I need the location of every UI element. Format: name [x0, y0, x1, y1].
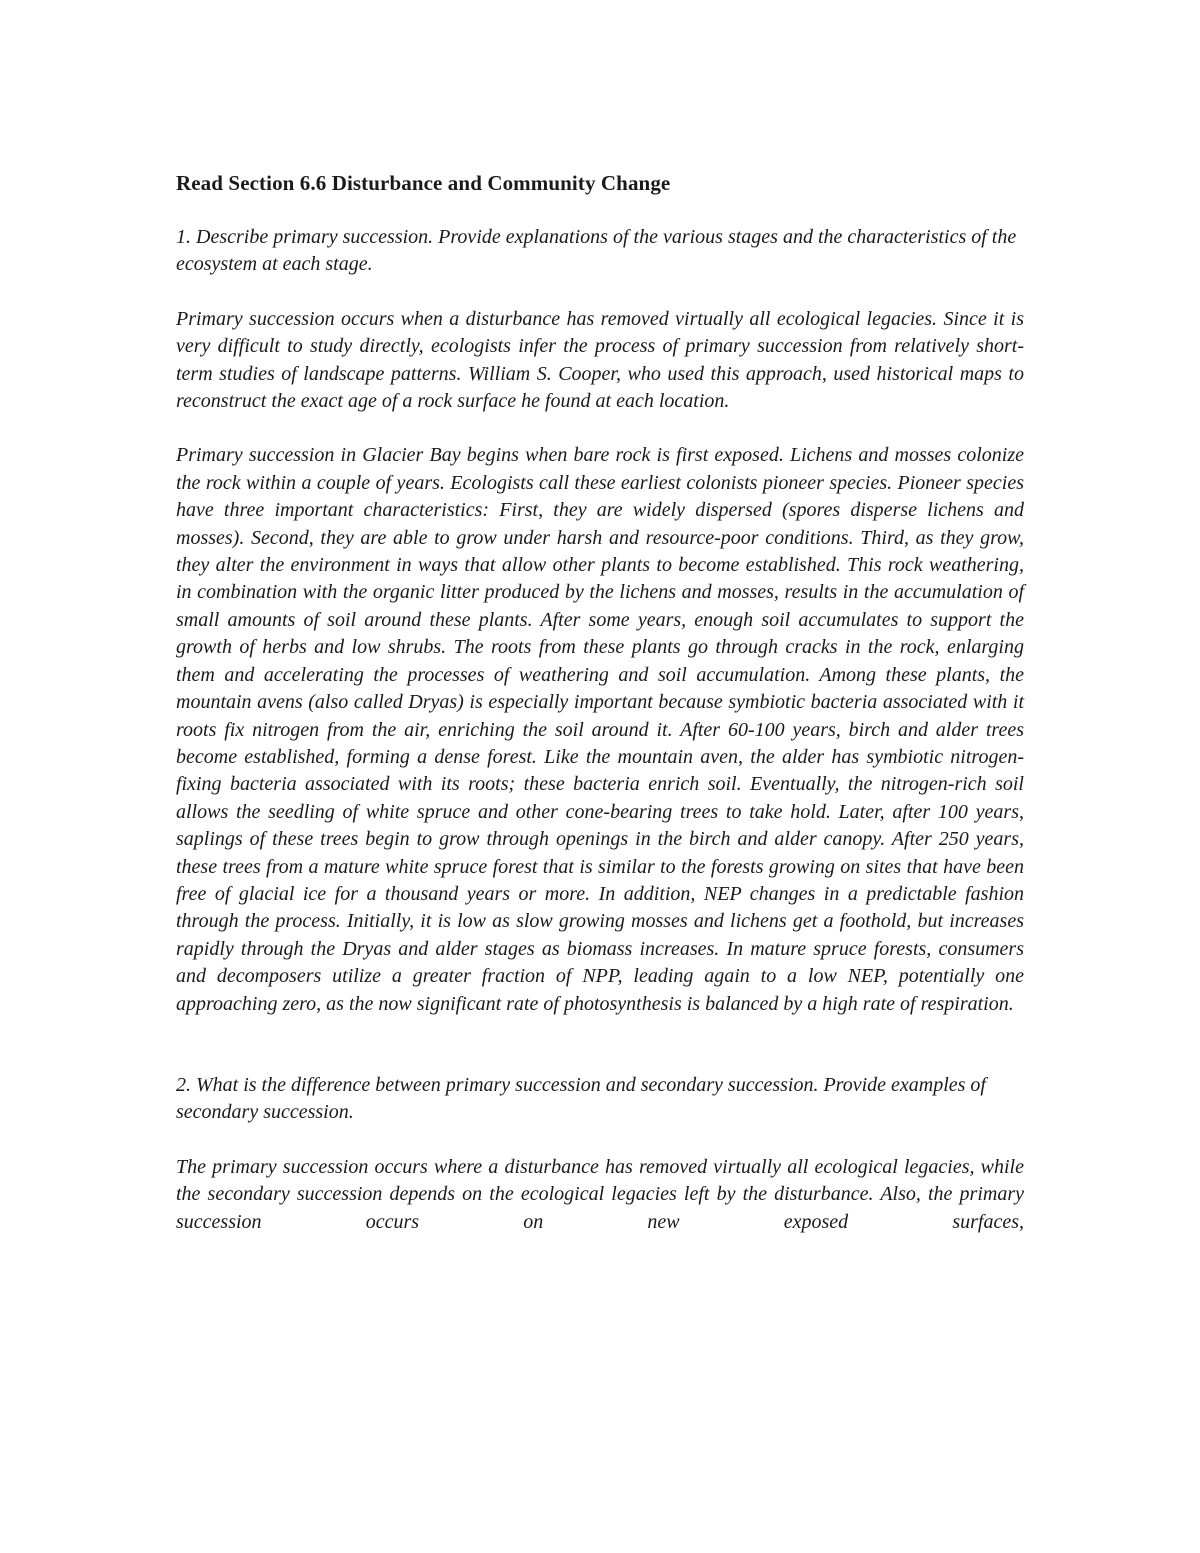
answer-2-paragraph-1: The primary succession occurs where a disturbance has removed virtually all ecological legacies, while the secondary succession depends on the ecological legacies left by the disturbance. Also, the primary succession occurs on new exposed surfaces,	[176, 1155, 1024, 1233]
question-2: 2. What is the difference between primary succession and secondary succession. Provide examples of secondary succession.	[176, 1073, 986, 1124]
document-page	[176, 168, 1024, 1263]
question-1: 1. Describe primary succession. Provide explanations of the various stages and the characteristics of the ecosystem at each stage.	[176, 226, 1017, 276]
spacer	[176, 1045, 1024, 1072]
answer-1-paragraph-1: Primary succession occurs when a disturbance has removed virtually all ecological legacies. Since it is very difficult to study directly, ecologists infer the process of primary succession from relatively short-term studies of landscape patterns. William S. Cooper, who used this approach, used historical maps to reconstruct the exact age of a rock surface he found at each location.	[176, 307, 1024, 413]
answer-1-paragraph-2: Primary succession in Glacier Bay begins when bare rock is first exposed. Lichens and mosses colonize the rock within a couple of years. Ecologists call these earliest colonists pioneer species. Pioneer species have three important characteristics: First, they are widely dispersed (spores disperse lichens and mosses). Second, they are able to grow under harsh and resource-poor conditions. Third, as they grow, they alter the environment in ways that allow other plants to become established. This rock weathering, in combination with the organic litter produced by the lichens and mosses, results in the accumulation of small amounts of soil around these plants. After some years, enough soil accumulates to support the growth of herbs and low shrubs. The roots from these plants go through cracks in the rock, enlarging them and accelerating the processes of weathering and soil accumulation. Among these plants, the mountain avens (also called Dryas) is especially important because symbiotic bacteria associated with it roots fix nitrogen from the air, enriching the soil around it. After 60-100 years, birch and alder trees become established, forming a dense forest. Like the mountain aven, the alder has symbiotic nitrogen-fixing bacteria associated with its roots; these bacteria enrich soil. Eventually, the nitrogen-rich soil allows the seedling of white spruce and other cone-bearing trees to take hold. Later, after 100 years, saplings of these trees begin to grow through openings in the birch and alder canopy. After 250 years, these trees from a mature white spruce forest that is similar to the forests growing on sites that have been free of glacial ice for a thousand years or more. In addition, NEP changes in a predictable fashion through the process. Initially, it is low as slow growing mosses and lichens get a foothold, but increases rapidly through the Dryas and alder stages as biomass increases. In mature spruce forests, consumers and decomposers utilize a greater fraction of NPP, leading again to a low NEP, potentially one approaching zero, as the now significant rate of photosynthesis is balanced by a high rate of respiration.	[176, 444, 1024, 1015]
section-heading: Read Section 6.6 Disturbance and Community Change	[176, 171, 671, 195]
